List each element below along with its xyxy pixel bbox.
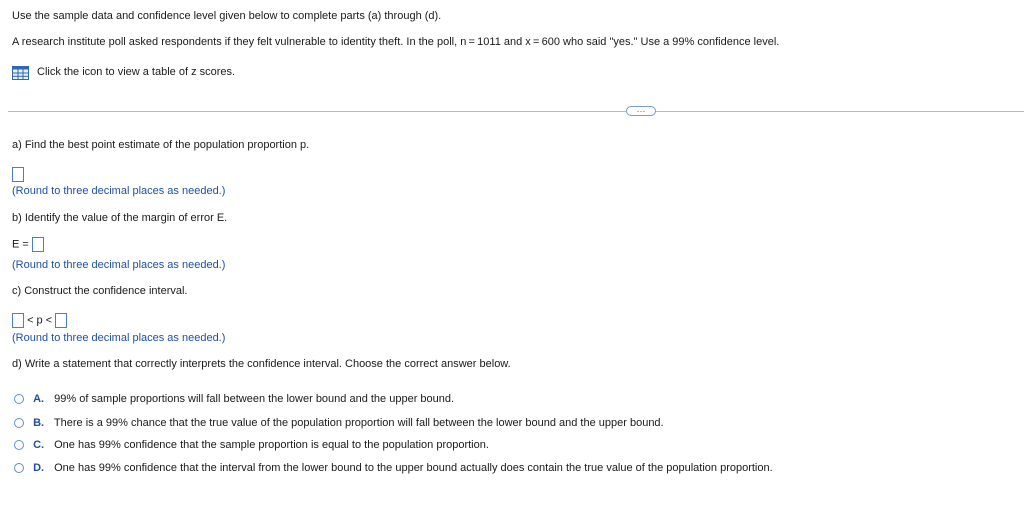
part-d-question: d) Write a statement that correctly interprets the confidence interval. Choose the correct answer below.: [12, 358, 511, 370]
radio-icon[interactable]: [14, 463, 24, 473]
option-text: 99% of sample proportions will fall between the lower bound and the upper bound.: [54, 393, 455, 405]
table-icon[interactable]: [12, 66, 29, 80]
instructions-text: Use the sample data and confidence level given below to complete parts (a) through (d).: [12, 10, 442, 22]
option-letter: C.: [33, 439, 45, 451]
problem-statement: A research institute poll asked respondents if they felt vulnerable to identity theft. In the poll, n = 1011 and x = 600 who said "yes." Use a 99% confidence level.: [12, 36, 780, 48]
part-a-input-row: [12, 167, 24, 182]
margin-error-label: E =: [12, 238, 29, 251]
part-c-question: c) Construct the confidence interval.: [12, 285, 188, 297]
part-c-hint: (Round to three decimal places as needed.): [12, 332, 226, 344]
part-a-question: a) Find the best point estimate of the population proportion p.: [12, 139, 310, 151]
part-a-hint: (Round to three decimal places as needed.): [12, 185, 226, 197]
expand-more-button[interactable]: ···: [626, 106, 656, 116]
radio-icon[interactable]: [14, 440, 24, 450]
radio-icon[interactable]: [14, 418, 24, 428]
option-text: There is a 99% chance that the true value of the population proportion will fall between the lower bound and the upper bound.: [53, 417, 664, 429]
upper-bound-input[interactable]: [55, 313, 67, 328]
option-a[interactable]: [14, 393, 454, 405]
option-text: One has 99% confidence that the sample proportion is equal to the population proportion.: [54, 439, 489, 451]
option-text: One has 99% confidence that the interval from the lower bound to the upper bound actually does contain the true value of the population proportion.: [54, 462, 773, 474]
radio-icon[interactable]: [14, 394, 24, 404]
part-b-question: b) Identify the value of the margin of error E.: [12, 212, 228, 224]
margin-error-input[interactable]: [32, 237, 44, 252]
lower-bound-input[interactable]: [12, 313, 24, 328]
part-c-input-row: [12, 313, 67, 328]
option-d[interactable]: [14, 462, 773, 474]
option-letter: A.: [33, 393, 45, 405]
section-divider: [8, 111, 1024, 112]
interval-symbol: < p <: [27, 314, 53, 327]
option-letter: D.: [33, 462, 45, 474]
part-b-input-row: [12, 237, 44, 252]
option-c[interactable]: [14, 439, 489, 451]
option-letter: B.: [33, 417, 45, 429]
part-b-hint: (Round to three decimal places as needed.): [12, 259, 226, 271]
z-table-link[interactable]: Click the icon to view a table of z scores.: [37, 66, 236, 78]
option-b[interactable]: [14, 417, 664, 429]
point-estimate-input[interactable]: [12, 167, 24, 182]
